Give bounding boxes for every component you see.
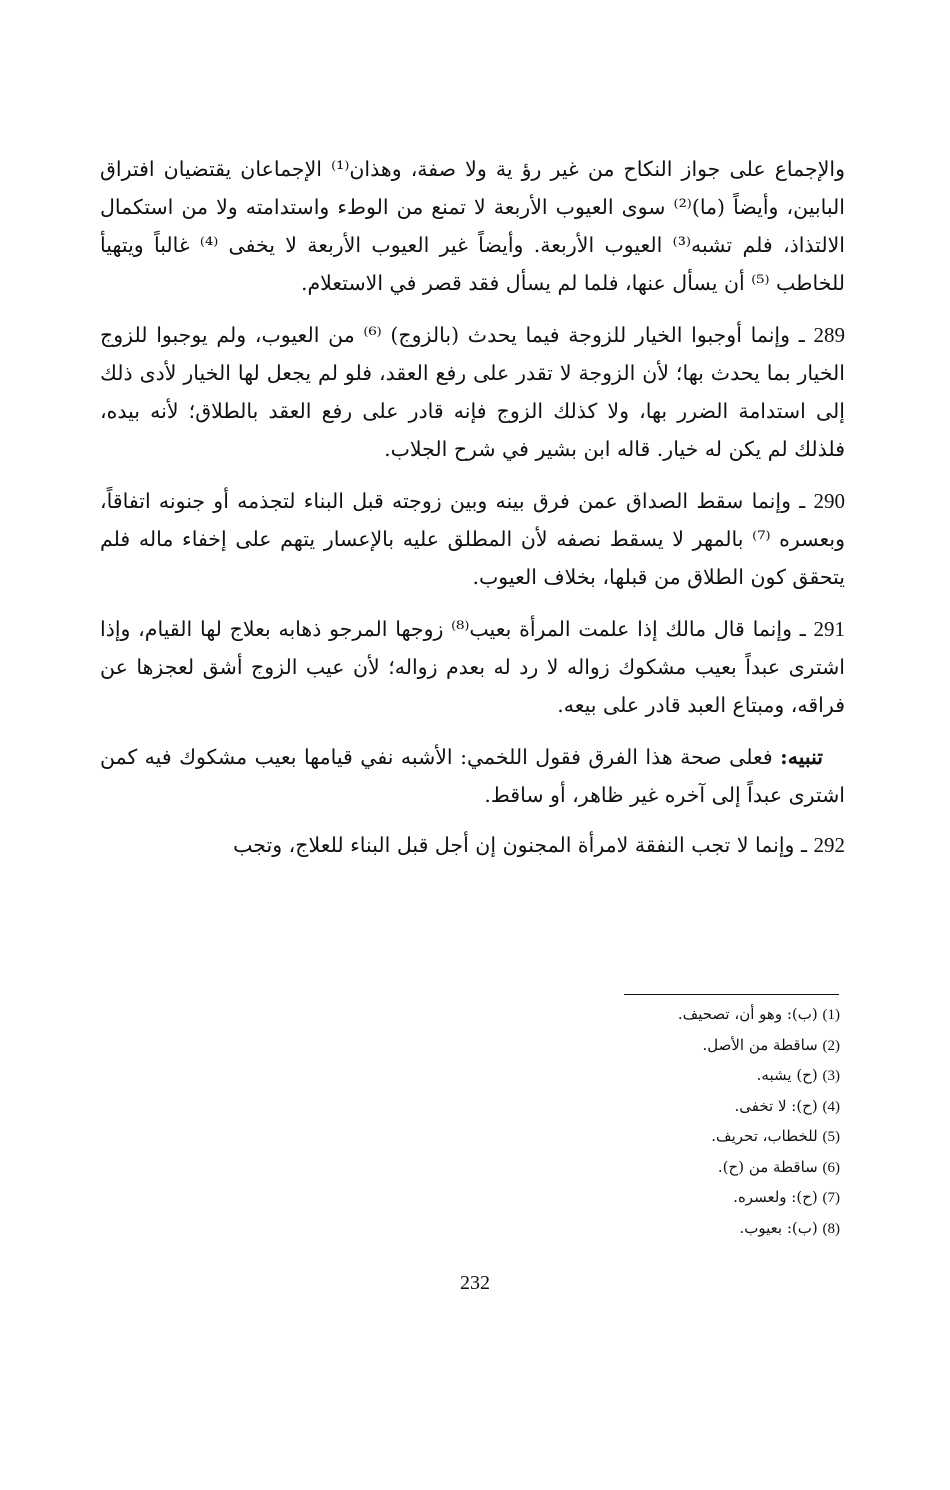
paragraph-289: [100, 316, 845, 468]
paragraph-text: ـ وإنما سقط الصداق عمن فرق بينه وبين زوجته قبل البناء لتجذمه أو جنونه اتفاقاً، وبعسره ⁽⁷⁾ بالمهر لا يسقط نصفه لأن المطلق عليه بالإعسار يتهم على إخفاء ماله فلم يتحقق كون الطلاق من قبلها، بخلاف العيوب.: [100, 489, 845, 589]
paragraph-290: [100, 482, 845, 596]
footnote-text: (ح): لا تخفى.: [734, 1096, 818, 1115]
footnote-7: [440, 1183, 840, 1214]
footnote-3: [440, 1061, 840, 1092]
paragraph-number: 289: [813, 323, 845, 347]
paragraph-number: 291: [813, 617, 845, 641]
footnote-1: [440, 1000, 840, 1031]
intro-paragraph: والإجماع على جواز النكاح من غير رؤ ية ولا صفة، وهذان⁽¹⁾ الإجماعان يقتضيان افتراق البابين، وأيضاً (ما)⁽²⁾ سوى العيوب الأربعة لا تمنع من الوطء واستدامته ولا من استكمال الالتذاذ، فلم تشبه⁽³⁾ العيوب الأربعة. وأيضاً غير العيوب الأربعة لا يخفى ⁽⁴⁾ غالباً ويتهيأ للخاطب ⁽⁵⁾ أن يسأل عنها، فلما لم يسأل فقد قصر في الاستعلام.: [100, 157, 846, 295]
footnote-number: (3): [822, 1068, 840, 1084]
note-paragraph: [100, 738, 845, 814]
footnote-text: (ح) يشبه.: [756, 1066, 818, 1084]
footnotes: [440, 1000, 840, 1244]
footnote-text: ساقطة من (ح).: [717, 1157, 818, 1176]
main-text: [100, 150, 845, 878]
footnote-number: (8): [822, 1220, 840, 1237]
footnote-number: (5): [822, 1129, 840, 1145]
page-number: 232: [460, 1272, 490, 1294]
paragraph-292: [100, 826, 845, 864]
footnote-number: (1): [822, 1007, 840, 1023]
footnote-text: للخطاب، تحريف.: [711, 1127, 818, 1145]
footnote-number: (2): [822, 1037, 840, 1054]
footnote-divider: [624, 994, 839, 995]
paragraph-text: ـ وإنما لا تجب النفقة لامرأة المجنون إن أجل قبل البناء للعلاج، وتجب: [233, 833, 807, 857]
note-text: فعلى صحة هذا الفرق فقول اللخمي: الأشبه نفي قيامها بعيب مشكوك فيه كمن اشترى عبداً إلى آخره غير ظاهر، أو ساقط.: [100, 745, 845, 807]
paragraph-text: ـ وإنما أوجبوا الخيار للزوجة فيما يحدث (بالزوج) ⁽⁶⁾ من العيوب، ولم يوجبوا للزوج الخيار بما يحدث بها؛ لأن الزوجة لا تقدر على رفع العقد، فلو لم يجعل لها الخيار لأدى ذلك إلى استدامة الضرر بها، ولا كذلك الزوج فإنه قادر على رفع العقد بالطلاق؛ لأنه بيده، فلذلك لم يكن له خيار. قاله ابن بشير في شرح الجلاب.: [100, 323, 845, 461]
footnote-text: (ب): وهو أن، تصحيف.: [677, 1005, 818, 1023]
footnote-2: [440, 1031, 840, 1062]
footnote-4: [440, 1092, 840, 1123]
paragraph-291: [100, 610, 845, 724]
note-label: تنبيه:: [780, 745, 823, 769]
paragraph-number: 292: [813, 833, 845, 857]
footnote-5: [440, 1122, 840, 1153]
footnote-text: (ب): بعيوب.: [739, 1218, 818, 1237]
footnote-text: ساقطة من الأصل.: [702, 1035, 818, 1054]
footnote-number: (7): [822, 1190, 840, 1206]
footnote-text: (ح): ولعسره.: [733, 1188, 818, 1206]
footnote-number: (4): [822, 1098, 840, 1115]
footnote-8: [440, 1214, 840, 1245]
paragraph-text: ـ وإنما قال مالك إذا علمت المرأة بعيب⁽⁸⁾ زوجها المرجو ذهابه بعلاج لها القيام، وإذا اشترى عبداً بعيب مشكوك زواله لا رد له بعدم زواله؛ لأن عيب الزوج أشق لعجزها عن فراقه، ومبتاع العبد قادر على بيعه.: [100, 617, 845, 717]
footnote-6: [440, 1153, 840, 1184]
paragraph-number: 290: [813, 489, 845, 513]
footnote-number: (6): [822, 1159, 840, 1176]
